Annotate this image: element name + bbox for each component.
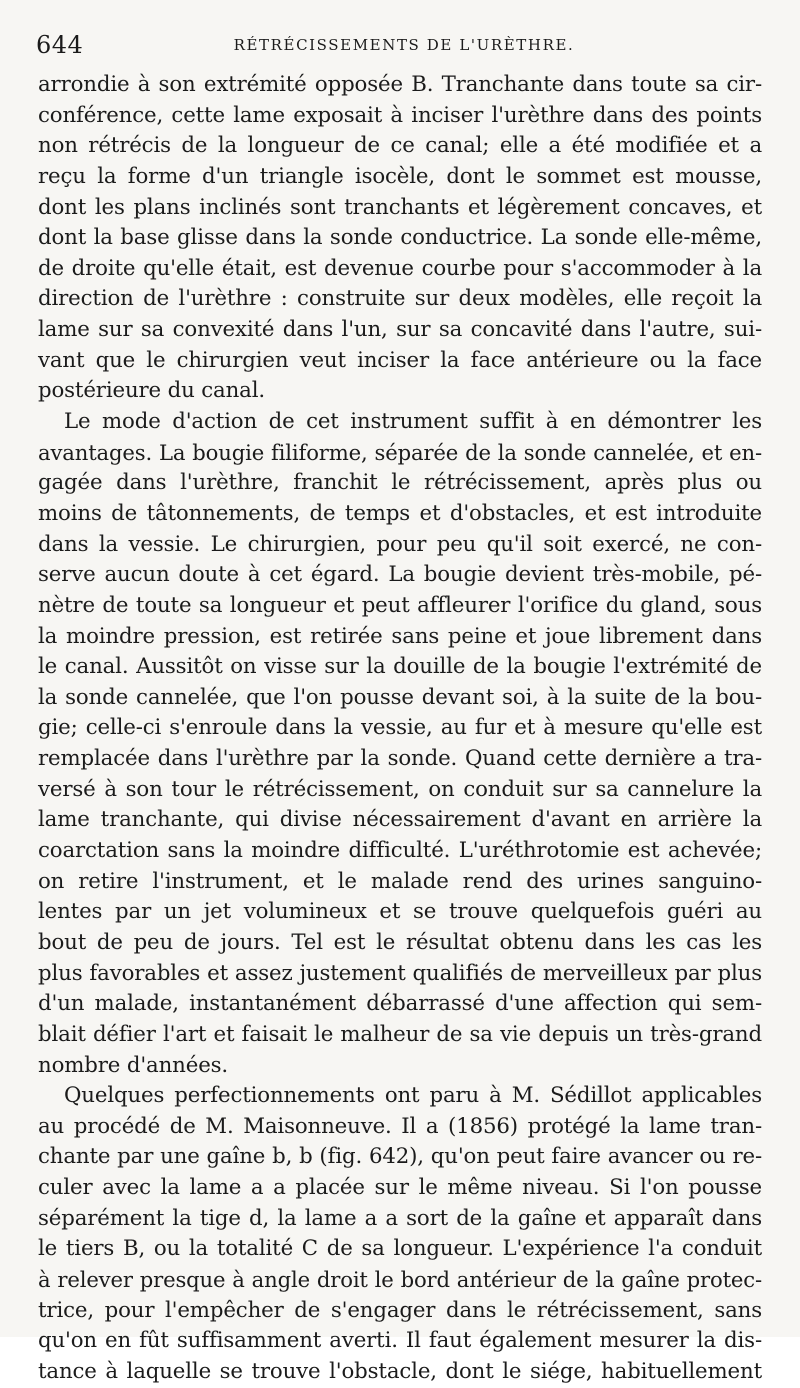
text-line: remplacée dans l'urèthre par la sonde. Quand cette dernière a tra- <box>38 746 762 772</box>
body-text <box>38 70 762 1388</box>
text-line: qu'on en fût suffisamment averti. Il faut également mesurer la dis- <box>38 1328 762 1354</box>
text-line: non rétrécis de la longueur de ce canal; elle a été modifiée et a <box>38 133 762 159</box>
text-line: le canal. Aussitôt on visse sur la douille de la bougie l'extrémité de <box>38 654 762 680</box>
running-head <box>36 30 764 62</box>
text-line: serve aucun doute à cet égard. La bougie devient très-mobile, pé- <box>38 562 762 588</box>
text-line: dans la vessie. Le chirurgien, pour peu qu'il soit exercé, ne con- <box>38 531 762 557</box>
text-line: chante par une gaîne b, b (fig. 642), qu'on peut faire avancer ou re- <box>38 1144 762 1170</box>
text-line: arrondie à son extrémité opposée B. Tranchante dans toute sa cir- <box>38 72 762 97</box>
text-line: dont les plans inclinés sont tranchants et légèrement concaves, et <box>38 194 762 220</box>
text-line: tance à laquelle se trouve l'obstacle, dont le siége, habituellement <box>38 1358 762 1384</box>
text-line: on retire l'instrument, et le malade rend des urines sanguino- <box>38 868 762 894</box>
text-line: bout de peu de jours. Tel est le résultat obtenu dans les cas les <box>38 929 762 955</box>
text-line: plus favorables et assez justement qualifiés de merveilleux par plus <box>38 960 762 986</box>
text-line: coarctation sans la moindre difficulté. L'uréthrotomie est achevée; <box>38 838 762 864</box>
paragraph <box>38 1081 762 1387</box>
text-line: séparément la tige d, la lame a a sort de la gaîne et apparaît dans <box>38 1205 762 1231</box>
text-line: lentes par un jet volumineux et se trouve quelquefois guéri au <box>38 899 762 925</box>
text-line: avantages. La bougie filiforme, séparée de la sonde cannelée, et en- <box>38 439 762 465</box>
text-line: lame tranchante, qui divise nécessairement d'avant en arrière la <box>38 807 762 833</box>
text-line: la sonde cannelée, que l'on pousse devant soi, à la suite de la bou- <box>38 684 762 710</box>
text-line: lame sur sa convexité dans l'un, sur sa concavité dans l'autre, sui- <box>38 317 762 343</box>
text-line: de droite qu'elle était, est devenue courbe pour s'accommoder à la <box>38 255 762 281</box>
text-line: Le mode d'action de cet instrument suffit à en démontrer les <box>64 409 762 435</box>
paragraph <box>38 70 762 407</box>
text-line: d'un malade, instantanément débarrassé d'une affection qui sem- <box>38 991 762 1017</box>
text-line: moins de tâtonnements, de temps et d'obstacles, et est introduite <box>38 500 762 526</box>
text-line: direction de l'urèthre : construite sur deux modèles, elle reçoit la <box>38 286 762 312</box>
paragraph <box>38 407 762 1081</box>
text-line: le tiers B, ou la totalité C de sa longueur. L'expérience l'a conduit <box>38 1236 762 1262</box>
text-line: Quelques perfectionnements ont paru à M. Sédillot applicables <box>64 1083 762 1109</box>
text-line: blait défier l'art et faisait le malheur de sa vie depuis un très-grand <box>38 1021 762 1047</box>
text-line: trice, pour l'empêcher de s'engager dans le rétrécissement, sans <box>38 1297 762 1323</box>
text-line: nètre de toute sa longueur et peut affleurer l'orifice du gland, sous <box>38 592 762 618</box>
text-line: au procédé de M. Maisonneuve. Il a (1856) protégé la lame tran- <box>38 1113 762 1139</box>
text-line: postérieure du canal. <box>38 378 265 404</box>
running-title: RÉTRÉCISSEMENTS DE L'URÈTHRE. <box>233 36 575 54</box>
text-line: versé à son tour le rétrécissement, on conduit sur sa cannelure la <box>38 776 762 802</box>
text-line: gie; celle-ci s'enroule dans la vessie, au fur et à mesure qu'elle est <box>38 715 762 741</box>
text-line: la moindre pression, est retirée sans peine et joue librement dans <box>38 623 762 649</box>
text-line: culer avec la lame a a placée sur le même niveau. Si l'on pousse <box>38 1175 762 1201</box>
text-line: nombre d'années. <box>38 1052 229 1078</box>
text-line: à relever presque à angle droit le bord antérieur de la gaîne protec- <box>38 1266 762 1292</box>
page-number: 644 <box>36 31 84 59</box>
text-line: dont la base glisse dans la sonde conductrice. La sonde elle-même, <box>38 225 762 251</box>
text-line: conférence, cette lame exposait à inciser l'urèthre dans des points <box>38 102 762 128</box>
text-line: gagée dans l'urèthre, franchit le rétrécissement, après plus ou <box>38 470 762 496</box>
text-line: vant que le chirurgien veut inciser la face antérieure ou la face <box>38 347 762 373</box>
text-line: reçu la forme d'un triangle isocèle, dont le sommet est mousse, <box>38 163 762 189</box>
